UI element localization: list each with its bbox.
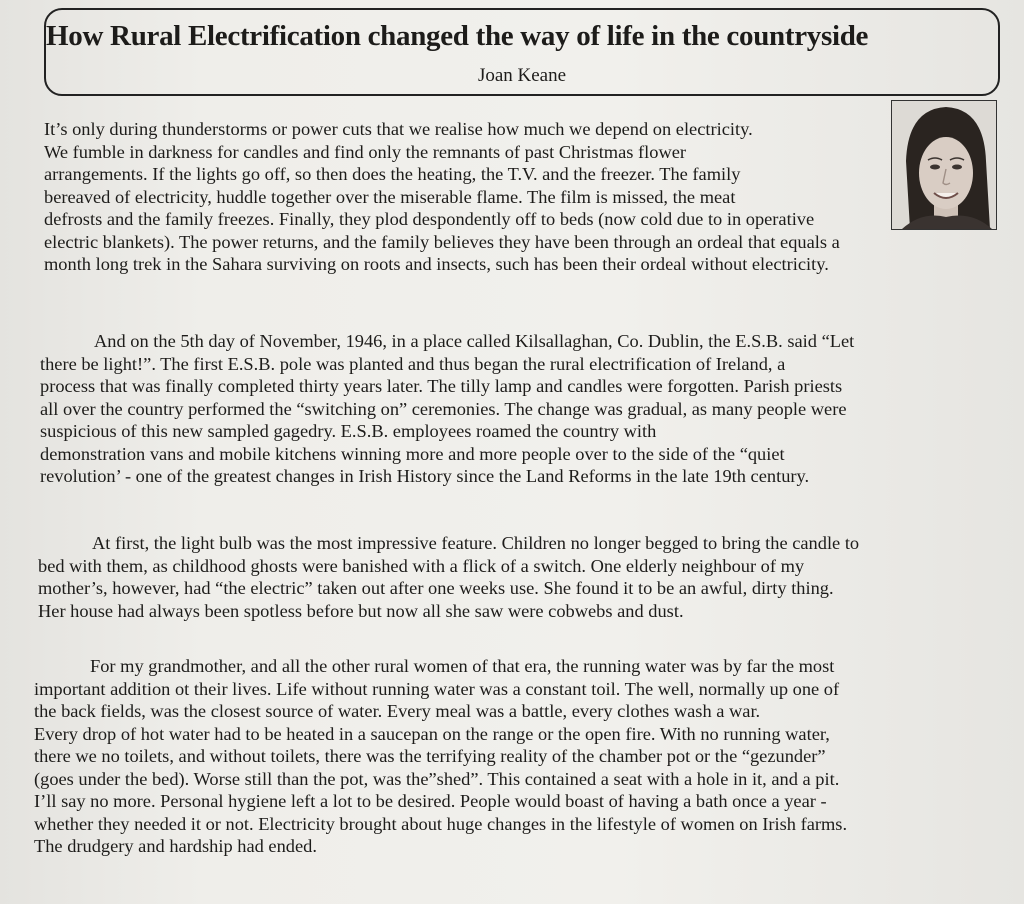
text-line: there be light!”. The first E.S.B. pole was planted and thus began the rural electrification of Ireland, a (40, 353, 786, 374)
article-title: How Rural Electrification changed the way of life in the countryside (46, 20, 869, 52)
author-photo (891, 100, 997, 230)
text-line: We fumble in darkness for candles and find only the remnants of past Christmas flower (44, 141, 687, 162)
text-line: bed with them, as childhood ghosts were banished with a flick of a switch. One elderly neighbour of my (38, 555, 805, 576)
paragraph-1 (44, 118, 840, 276)
paragraph-3 (38, 532, 859, 622)
text-line: the back fields, was the closest source of water. Every meal was a battle, every clothes wash a war. (34, 701, 761, 721)
text-line: The drudgery and hardship had ended. (34, 836, 317, 856)
text-line: there we no toilets, and without toilets, there was the terrifying reality of the chamber pot or the “gezunder” (34, 746, 826, 766)
text-line: mother’s, however, had “the electric” taken out after one weeks use. She found it to be an awful, dirty thing. (38, 578, 834, 598)
text-line: I’ll say no more. Personal hygiene left a lot to be desired. People would boast of having a bath once a year - (34, 791, 827, 811)
article-author: Joan Keane (477, 65, 567, 86)
text-line: bereaved of electricity, huddle together over the miserable flame. The film is missed, the meat (44, 186, 736, 207)
text-line: And on the 5th day of November, 1946, in a place called Kilsallaghan, Co. Dublin, the E.S.B. said “Let (94, 331, 855, 351)
text-line: At first, the light bulb was the most impressive feature. Children no longer begged to bring the candle to (92, 533, 860, 553)
text-line: month long trek in the Sahara surviving on roots and insects, such has been their ordeal without electricity. (44, 254, 829, 274)
text-line: Every drop of hot water had to be heated in a saucepan on the range or the open fire. With no running water, (34, 723, 830, 744)
text-line: electric blankets). The power returns, and the family believes they have been through an ordeal that equals a (44, 231, 840, 252)
text-line: important addition ot their lives. Life without running water was a constant toil. The well, normally up one of (34, 678, 840, 699)
paragraph-2 (40, 330, 854, 488)
text-line: suspicious of this new sampled gagedry. E.S.B. employees roamed the country with (40, 421, 657, 441)
text-line: revolution’ - one of the greatest changes in Irish History since the Land Reforms in the late 19th century. (40, 466, 810, 486)
text-line: (goes under the bed). Worse still than the pot, was the”shed”. This contained a seat with a hole in it, and a pit. (34, 768, 840, 789)
text-line: demonstration vans and mobile kitchens winning more and more people over to the side of the “quiet (40, 443, 785, 464)
text-line: It’s only during thunderstorms or power cuts that we realise how much we depend on electricity. (44, 119, 753, 139)
text-line: whether they needed it or not. Electricity brought about huge changes in the lifestyle of women on Irish farms. (34, 813, 848, 834)
paragraph-4 (34, 655, 847, 858)
portrait-image (892, 101, 996, 229)
text-line: process that was finally completed thirty years later. The tilly lamp and candles were forgotten. Parish priests (40, 376, 843, 396)
text-line: For my grandmother, and all the other rural women of that era, the running water was by far the most (90, 656, 835, 676)
text-line: Her house had always been spotless before but now all she saw were cobwebs and dust. (38, 600, 684, 621)
text-line: arrangements. If the lights go off, so then does the heating, the T.V. and the freezer. The family (44, 164, 741, 184)
text-line: defrosts and the family freezes. Finally, they plod despondently off to beds (now cold due to in operative (44, 209, 815, 229)
text-line: all over the country performed the “switching on” ceremonies. The change was gradual, as many people were (40, 398, 847, 419)
